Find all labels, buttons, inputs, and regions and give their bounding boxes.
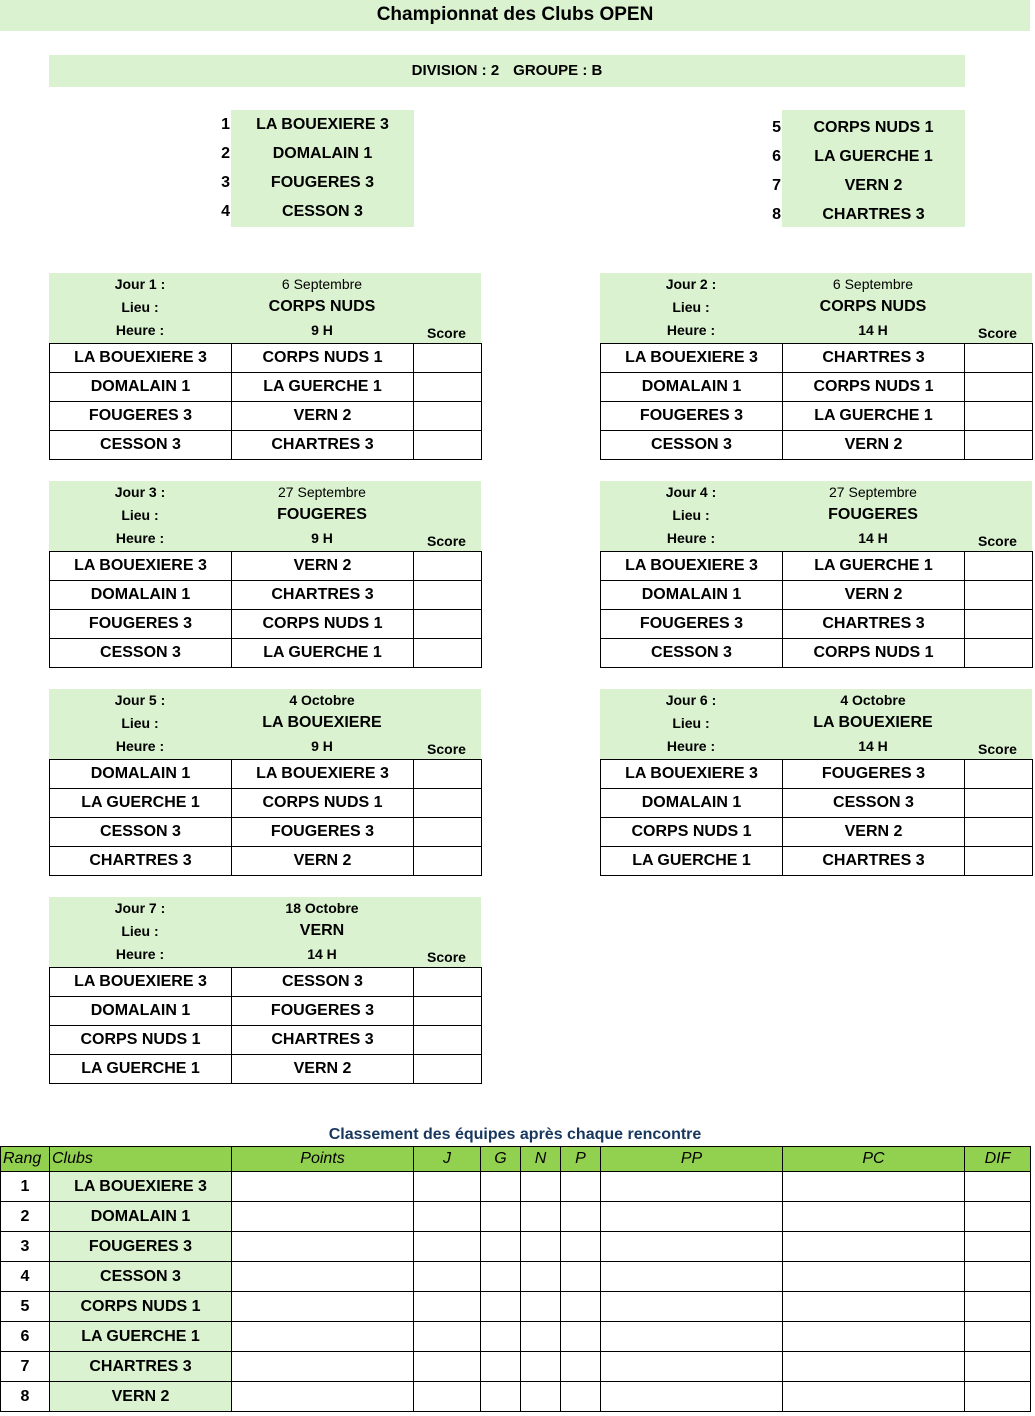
home-team: DOMALAIN 1 [601,789,783,818]
header-pp: PP [601,1147,783,1172]
match-table [49,343,482,460]
score-cell[interactable] [965,402,1033,431]
n-cell[interactable] [521,1232,561,1262]
rank-club: VERN 2 [50,1382,232,1412]
score-cell[interactable] [414,1026,482,1055]
day-heure: 14 H [858,322,888,338]
score-cell[interactable] [965,639,1033,668]
points-cell[interactable] [232,1202,414,1232]
home-team: CESSON 3 [50,639,232,668]
away-team: CORPS NUDS 1 [232,610,414,639]
points-cell[interactable] [232,1352,414,1382]
points-cell[interactable] [232,1232,414,1262]
match-row [50,1026,482,1055]
heure-label: Heure : [666,738,716,754]
match-row [50,789,482,818]
home-team: LA GUERCHE 1 [601,847,783,876]
score-cell[interactable] [965,431,1033,460]
dif-cell[interactable] [965,1232,1031,1262]
score-label: Score [427,533,466,549]
lieu-label: Lieu : [672,299,710,315]
score-cell[interactable] [965,581,1033,610]
rank-number: 3 [1,1232,50,1262]
score-cell[interactable] [414,968,482,997]
day-lieu: VERN [299,922,345,939]
score-label: Score [427,741,466,757]
g-cell[interactable] [481,1172,521,1202]
ranking-row [1,1352,1031,1382]
day-heure: 9 H [311,530,333,546]
n-cell[interactable] [521,1352,561,1382]
heure-label: Heure : [115,738,165,754]
jour-label: Jour 4 : [665,484,717,500]
away-team: FOUGERES 3 [232,818,414,847]
score-cell[interactable] [414,373,482,402]
home-team: CORPS NUDS 1 [50,1026,232,1055]
n-cell[interactable] [521,1172,561,1202]
pc-cell[interactable] [783,1232,965,1262]
match-row [601,431,1033,460]
match-row [50,968,482,997]
day-lieu: LA BOUEXIERE [813,714,933,731]
away-team: LA BOUEXIERE 3 [232,760,414,789]
pc-cell[interactable] [783,1292,965,1322]
home-team: DOMALAIN 1 [50,373,232,402]
pp-cell[interactable] [601,1232,783,1262]
away-team: CORPS NUDS 1 [783,373,965,402]
division-banner [49,55,965,87]
match-row [601,789,1033,818]
p-cell[interactable] [561,1172,601,1202]
j-cell[interactable] [414,1232,481,1262]
score-label: Score [978,325,1017,341]
rank-number: 7 [1,1352,50,1382]
match-row [50,402,482,431]
home-team: CESSON 3 [601,639,783,668]
pp-cell[interactable] [601,1382,783,1412]
team-right-number: 8 [772,206,781,223]
ranking-row [1,1382,1031,1412]
home-team: LA BOUEXIERE 3 [601,552,783,581]
jour-label: Jour 3 : [114,484,166,500]
home-team: FOUGERES 3 [50,610,232,639]
match-row [601,402,1033,431]
n-cell[interactable] [521,1202,561,1232]
g-cell[interactable] [481,1292,521,1322]
score-cell[interactable] [414,1055,482,1084]
home-team: DOMALAIN 1 [50,997,232,1026]
day-heure: 9 H [311,322,333,338]
j-cell[interactable] [414,1262,481,1292]
home-team: DOMALAIN 1 [601,581,783,610]
match-row [50,373,482,402]
ranking-row [1,1172,1031,1202]
match-row [50,639,482,668]
heure-label: Heure : [115,530,165,546]
j-cell[interactable] [414,1382,481,1412]
home-team: CHARTRES 3 [50,847,232,876]
day-heure: 14 H [858,530,888,546]
dif-cell[interactable] [965,1322,1031,1352]
score-cell[interactable] [965,847,1033,876]
away-team: FOUGERES 3 [232,997,414,1026]
match-row [50,610,482,639]
team-right-name: LA GUERCHE 1 [814,148,933,165]
pp-cell[interactable] [601,1262,783,1292]
g-cell[interactable] [481,1232,521,1262]
score-cell[interactable] [965,610,1033,639]
team-left-name: LA BOUEXIERE 3 [256,116,389,133]
g-cell[interactable] [481,1262,521,1292]
match-row [601,373,1033,402]
match-row [50,344,482,373]
day-date: 4 Octobre [289,692,355,708]
p-cell[interactable] [561,1232,601,1262]
home-team: LA BOUEXIERE 3 [601,760,783,789]
lieu-label: Lieu : [672,507,710,523]
rank-number: 6 [1,1322,50,1352]
match-table [49,551,482,668]
home-team: FOUGERES 3 [50,402,232,431]
score-cell[interactable] [414,818,482,847]
team-left-number: 2 [221,145,230,162]
score-cell[interactable] [965,552,1033,581]
points-cell[interactable] [232,1172,414,1202]
score-cell[interactable] [414,789,482,818]
match-row [601,639,1033,668]
pp-cell[interactable] [601,1172,783,1202]
score-cell[interactable] [414,610,482,639]
away-team: VERN 2 [783,818,965,847]
away-team: CORPS NUDS 1 [232,344,414,373]
day-date: 4 Octobre [840,692,906,708]
home-team: FOUGERES 3 [601,402,783,431]
team-right-name: CORPS NUDS 1 [813,119,934,136]
heure-label: Heure : [666,530,716,546]
dif-cell[interactable] [965,1382,1031,1412]
score-cell[interactable] [965,760,1033,789]
j-cell[interactable] [414,1352,481,1382]
rank-number: 5 [1,1292,50,1322]
away-team: LA GUERCHE 1 [783,552,965,581]
rank-club: CORPS NUDS 1 [50,1292,232,1322]
n-cell[interactable] [521,1292,561,1322]
home-team: LA BOUEXIERE 3 [50,968,232,997]
jour-label: Jour 1 : [114,276,166,292]
team-right-name: CHARTRES 3 [822,206,925,223]
g-cell[interactable] [481,1352,521,1382]
away-team: VERN 2 [232,1055,414,1084]
pp-cell[interactable] [601,1202,783,1232]
pc-cell[interactable] [783,1262,965,1292]
p-cell[interactable] [561,1322,601,1352]
pp-cell[interactable] [601,1352,783,1382]
p-cell[interactable] [561,1202,601,1232]
p-cell[interactable] [561,1292,601,1322]
dif-cell[interactable] [965,1172,1031,1202]
page-title: Championnat des Clubs OPEN [0,0,1030,31]
ranking-row [1,1202,1031,1232]
g-cell[interactable] [481,1382,521,1412]
away-team: LA GUERCHE 1 [783,402,965,431]
pp-cell[interactable] [601,1322,783,1352]
dif-cell[interactable] [965,1292,1031,1322]
score-label: Score [978,741,1017,757]
score-cell[interactable] [965,789,1033,818]
team-left-number: 4 [221,203,230,220]
match-table [600,343,1033,460]
home-team: FOUGERES 3 [601,610,783,639]
jour-label: Jour 2 : [665,276,717,292]
match-table [600,759,1033,876]
team-right-name: VERN 2 [844,177,903,194]
header-dif: DIF [965,1147,1031,1172]
away-team: VERN 2 [232,402,414,431]
away-team: CHARTRES 3 [232,581,414,610]
n-cell[interactable] [521,1262,561,1292]
header-rang: Rang [1,1147,50,1172]
match-table [600,551,1033,668]
header-points: Points [232,1147,414,1172]
away-team: VERN 2 [783,431,965,460]
score-label: Score [427,949,466,965]
day-lieu: CORPS NUDS [819,298,927,315]
rank-club: LA GUERCHE 1 [50,1322,232,1352]
points-cell[interactable] [232,1382,414,1412]
match-row [50,581,482,610]
points-cell[interactable] [232,1322,414,1352]
rank-club: LA BOUEXIERE 3 [50,1172,232,1202]
match-row [601,847,1033,876]
home-team: CORPS NUDS 1 [601,818,783,847]
header-pc: PC [783,1147,965,1172]
away-team: VERN 2 [783,581,965,610]
ranking-header-row [1,1147,1031,1172]
team-left-number: 3 [221,174,230,191]
match-row [601,760,1033,789]
match-row [601,818,1033,847]
pc-cell[interactable] [783,1202,965,1232]
score-cell[interactable] [414,402,482,431]
p-cell[interactable] [561,1352,601,1382]
ranking-row [1,1262,1031,1292]
pc-cell[interactable] [783,1322,965,1352]
match-row [50,1055,482,1084]
away-team: LA GUERCHE 1 [232,639,414,668]
score-cell[interactable] [414,431,482,460]
pp-cell[interactable] [601,1292,783,1322]
day-date: 18 Octobre [285,900,359,916]
ranking-title: Classement des équipes après chaque rencontre [328,1126,702,1143]
rank-number: 8 [1,1382,50,1412]
away-team: CORPS NUDS 1 [783,639,965,668]
header-n: N [521,1147,561,1172]
day-date: 6 Septembre [281,276,363,292]
score-label: Score [427,325,466,341]
home-team: DOMALAIN 1 [50,581,232,610]
match-table [49,967,482,1084]
score-label: Score [978,533,1017,549]
home-team: CESSON 3 [601,431,783,460]
day-date: 6 Septembre [832,276,914,292]
team-left-name: CESSON 3 [282,203,363,220]
lieu-label: Lieu : [121,299,159,315]
p-cell[interactable] [561,1382,601,1412]
team-left-number: 1 [221,116,230,133]
lieu-label: Lieu : [672,715,710,731]
points-cell[interactable] [232,1292,414,1322]
n-cell[interactable] [521,1322,561,1352]
score-cell[interactable] [965,344,1033,373]
ranking-row [1,1292,1031,1322]
pc-cell[interactable] [783,1352,965,1382]
away-team: CESSON 3 [232,968,414,997]
team-right-number: 7 [772,177,781,194]
home-team: DOMALAIN 1 [601,373,783,402]
score-cell[interactable] [414,760,482,789]
score-cell[interactable] [414,344,482,373]
match-row [50,552,482,581]
home-team: LA GUERCHE 1 [50,1055,232,1084]
rank-number: 2 [1,1202,50,1232]
division-label: DIVISION : 2 [411,62,500,79]
rank-number: 4 [1,1262,50,1292]
dif-cell[interactable] [965,1352,1031,1382]
day-heure: 14 H [858,738,888,754]
match-row [50,847,482,876]
match-row [50,431,482,460]
heure-label: Heure : [115,946,165,962]
lieu-label: Lieu : [121,715,159,731]
match-row [601,581,1033,610]
away-team: VERN 2 [232,847,414,876]
rank-club: DOMALAIN 1 [50,1202,232,1232]
heure-label: Heure : [115,322,165,338]
home-team: LA BOUEXIERE 3 [50,552,232,581]
ranking-row [1,1322,1031,1352]
score-cell[interactable] [965,818,1033,847]
away-team: CHARTRES 3 [783,344,965,373]
away-team: CHARTRES 3 [232,1026,414,1055]
day-lieu: FOUGERES [828,506,918,523]
home-team: LA GUERCHE 1 [50,789,232,818]
home-team: CESSON 3 [50,818,232,847]
team-right-number: 5 [772,119,781,136]
n-cell[interactable] [521,1382,561,1412]
score-cell[interactable] [414,847,482,876]
team-left-name: FOUGERES 3 [270,174,375,191]
j-cell[interactable] [414,1292,481,1322]
away-team: CHARTRES 3 [783,847,965,876]
score-cell[interactable] [414,639,482,668]
score-cell[interactable] [414,997,482,1026]
away-team: CHARTRES 3 [232,431,414,460]
rank-club: CESSON 3 [50,1262,232,1292]
jour-label: Jour 6 : [665,692,717,708]
day-date: 27 Septembre [829,484,917,500]
day-heure: 9 H [311,738,333,754]
g-cell[interactable] [481,1202,521,1232]
match-table [49,759,482,876]
match-row [601,344,1033,373]
rank-number: 1 [1,1172,50,1202]
match-row [601,552,1033,581]
away-team: CORPS NUDS 1 [232,789,414,818]
groupe-label: GROUPE : B [513,62,603,79]
dif-cell[interactable] [965,1202,1031,1232]
lieu-label: Lieu : [121,923,159,939]
home-team: LA BOUEXIERE 3 [601,344,783,373]
pc-cell[interactable] [783,1172,965,1202]
header-g: G [481,1147,521,1172]
match-row [50,760,482,789]
away-team: CESSON 3 [783,789,965,818]
g-cell[interactable] [481,1322,521,1352]
team-right-number: 6 [772,148,781,165]
team-left-name: DOMALAIN 1 [272,145,373,162]
j-cell[interactable] [414,1202,481,1232]
match-row [50,997,482,1026]
rank-club: CHARTRES 3 [50,1352,232,1382]
day-lieu: CORPS NUDS [268,298,376,315]
jour-label: Jour 5 : [114,692,166,708]
p-cell[interactable] [561,1262,601,1292]
match-row [601,610,1033,639]
jour-label: Jour 7 : [114,900,166,916]
day-heure: 14 H [307,946,337,962]
pc-cell[interactable] [783,1382,965,1412]
away-team: CHARTRES 3 [783,610,965,639]
dif-cell[interactable] [965,1262,1031,1292]
ranking-row [1,1232,1031,1262]
day-date: 27 Septembre [278,484,366,500]
day-lieu: FOUGERES [277,506,367,523]
home-team: LA BOUEXIERE 3 [50,344,232,373]
home-team: DOMALAIN 1 [50,760,232,789]
home-team: CESSON 3 [50,431,232,460]
ranking-table [0,1146,1031,1412]
score-cell[interactable] [414,552,482,581]
away-team: FOUGERES 3 [783,760,965,789]
heure-label: Heure : [666,322,716,338]
header-clubs: Clubs [50,1147,232,1172]
j-cell[interactable] [414,1322,481,1352]
away-team: VERN 2 [232,552,414,581]
j-cell[interactable] [414,1172,481,1202]
score-cell[interactable] [965,373,1033,402]
match-row [50,818,482,847]
away-team: LA GUERCHE 1 [232,373,414,402]
score-cell[interactable] [414,581,482,610]
rank-club: FOUGERES 3 [50,1232,232,1262]
points-cell[interactable] [232,1262,414,1292]
header-j: J [414,1147,481,1172]
lieu-label: Lieu : [121,507,159,523]
header-p: P [561,1147,601,1172]
day-lieu: LA BOUEXIERE [262,714,382,731]
